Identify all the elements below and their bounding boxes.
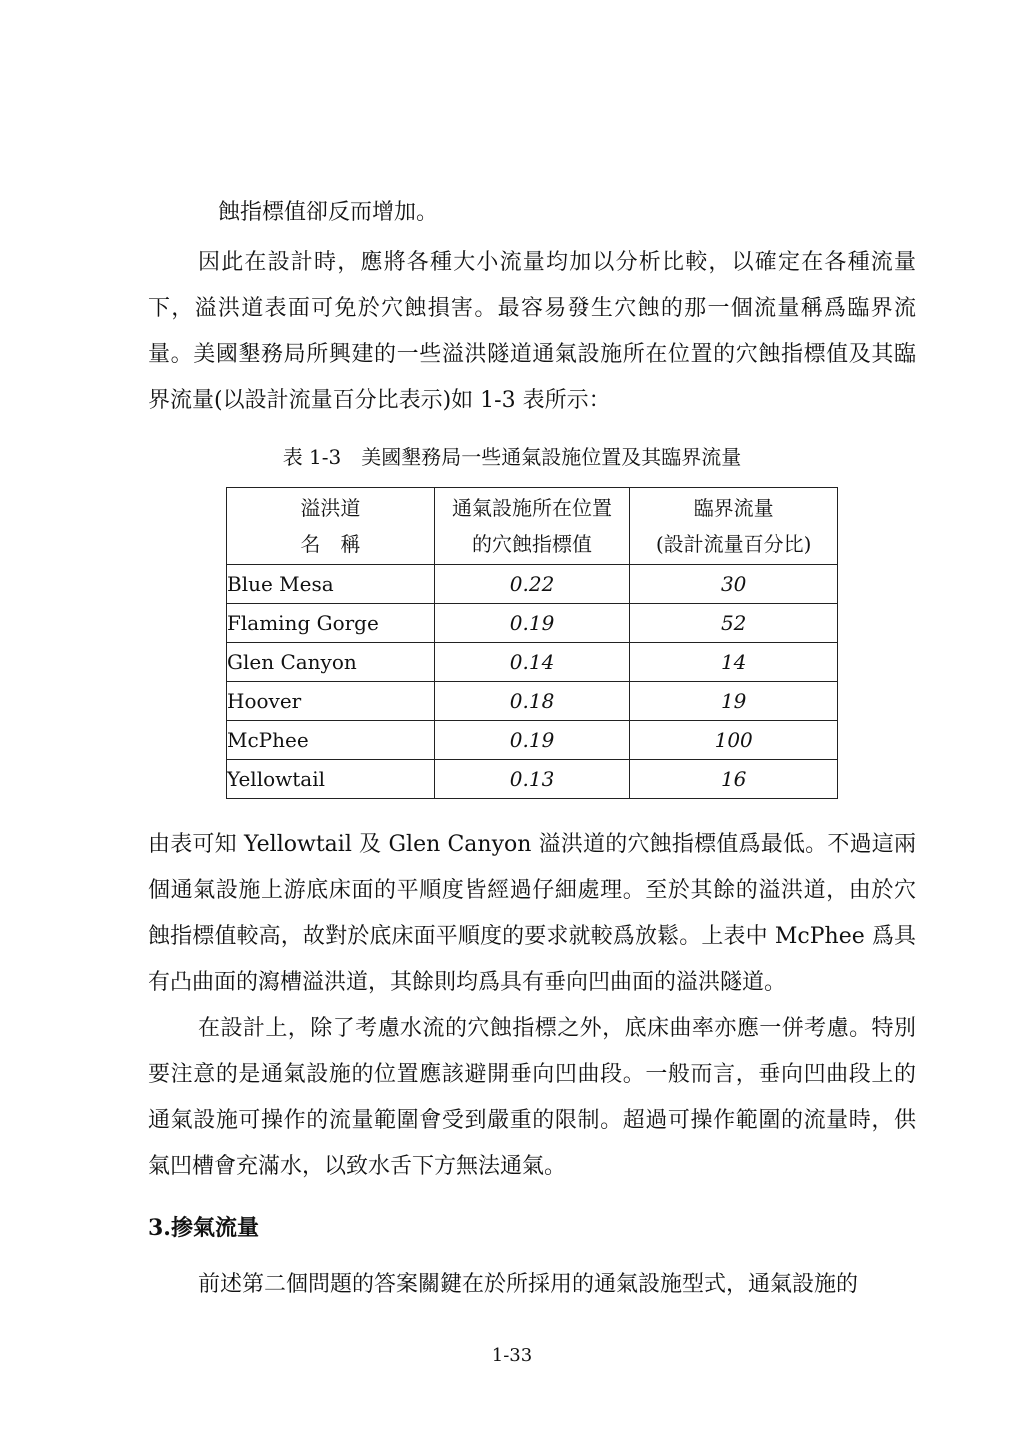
cell-critical-flow: 16: [630, 760, 838, 799]
cell-critical-flow: 52: [630, 604, 838, 643]
cell-spillway-name: Glen Canyon: [227, 643, 435, 682]
cell-spillway-name: Flaming Gorge: [227, 604, 435, 643]
table-row: [227, 643, 838, 682]
cavitation-table: [226, 487, 838, 799]
cell-spillway-name: Hoover: [227, 682, 435, 721]
cell-cavitation-index: 0.22: [434, 565, 630, 604]
paragraph-design-flows: 因此在設計時，應將各種大小流量均加以分析比較，以確定在各種流量下，溢洪道表面可免於穴蝕損害。最容易發生穴蝕的那一個流量稱爲臨界流量。美國墾務局所興建的一些溢洪隧道通氣設施所在位置的穴蝕指標值及其臨界流量(以設計流量百分比表示)如 1-3 表所示：: [148, 250, 916, 413]
section-heading: 3.掺氣流量: [148, 1215, 259, 1241]
table-row: [227, 682, 838, 721]
table-row: [227, 760, 838, 799]
header-cavitation-index: [434, 488, 630, 565]
header-text: (設計流量百分比): [655, 532, 812, 556]
header-critical-flow: [630, 488, 838, 565]
header-text: 臨界流量: [693, 496, 774, 520]
header-spillway-name: [227, 488, 435, 565]
header-text: 名 稱: [300, 532, 361, 556]
cell-critical-flow: 30: [630, 565, 838, 604]
cell-critical-flow: 19: [630, 682, 838, 721]
header-text: 通氣設施所在位置: [452, 496, 613, 520]
table-row: [227, 565, 838, 604]
header-text: 溢洪道: [300, 496, 361, 520]
cell-cavitation-index: 0.19: [434, 721, 630, 760]
table-row: [227, 604, 838, 643]
cell-cavitation-index: 0.19: [434, 604, 630, 643]
cell-cavitation-index: 0.13: [434, 760, 630, 799]
table-header-row: [227, 488, 838, 565]
table-row: [227, 721, 838, 760]
page-number: 1-33: [491, 1345, 533, 1366]
cell-cavitation-index: 0.14: [434, 643, 630, 682]
cell-spillway-name: Yellowtail: [227, 760, 435, 799]
cell-spillway-name: McPhee: [227, 721, 435, 760]
paragraph-table-discussion: 由表可知 Yellowtail 及 Glen Canyon 溢洪道的穴蝕指標值爲最低。不過這兩個通氣設施上游底床面的平順度皆經過仔細處理。至於其餘的溢洪道，由於穴蝕指標值較高，故對於底床面平順度的要求就較爲放鬆。上表中 McPhee 爲具有凸曲面的瀉槽溢洪道，其餘則均爲具有垂向凹曲面的溢洪隧道。: [148, 832, 916, 995]
cell-critical-flow: 100: [630, 721, 838, 760]
cell-critical-flow: 14: [630, 643, 838, 682]
table-caption: 表 1-3 美國墾務局一些通氣設施位置及其臨界流量: [282, 445, 742, 469]
cell-spillway-name: Blue Mesa: [227, 565, 435, 604]
paragraph-aeration-intro: 前述第二個問題的答案關鍵在於所採用的通氣設施型式，通氣設施的: [198, 1272, 859, 1297]
cell-cavitation-index: 0.18: [434, 682, 630, 721]
paragraph-design-considerations: 在設計上，除了考慮水流的穴蝕指標之外，底床曲率亦應一併考慮。特別要注意的是通氣設施的位置應該避開垂向凹曲段。一般而言，垂向凹曲段上的通氣設施可操作的流量範圍會受到嚴重的限制。超過可操作範圍的流量時，供氣凹槽會充滿水，以致水舌下方無法通氣。: [148, 1016, 916, 1179]
paragraph-continuation: 蝕指標值卻反而增加。: [218, 200, 439, 225]
header-text: 的穴蝕指標值: [472, 532, 593, 556]
